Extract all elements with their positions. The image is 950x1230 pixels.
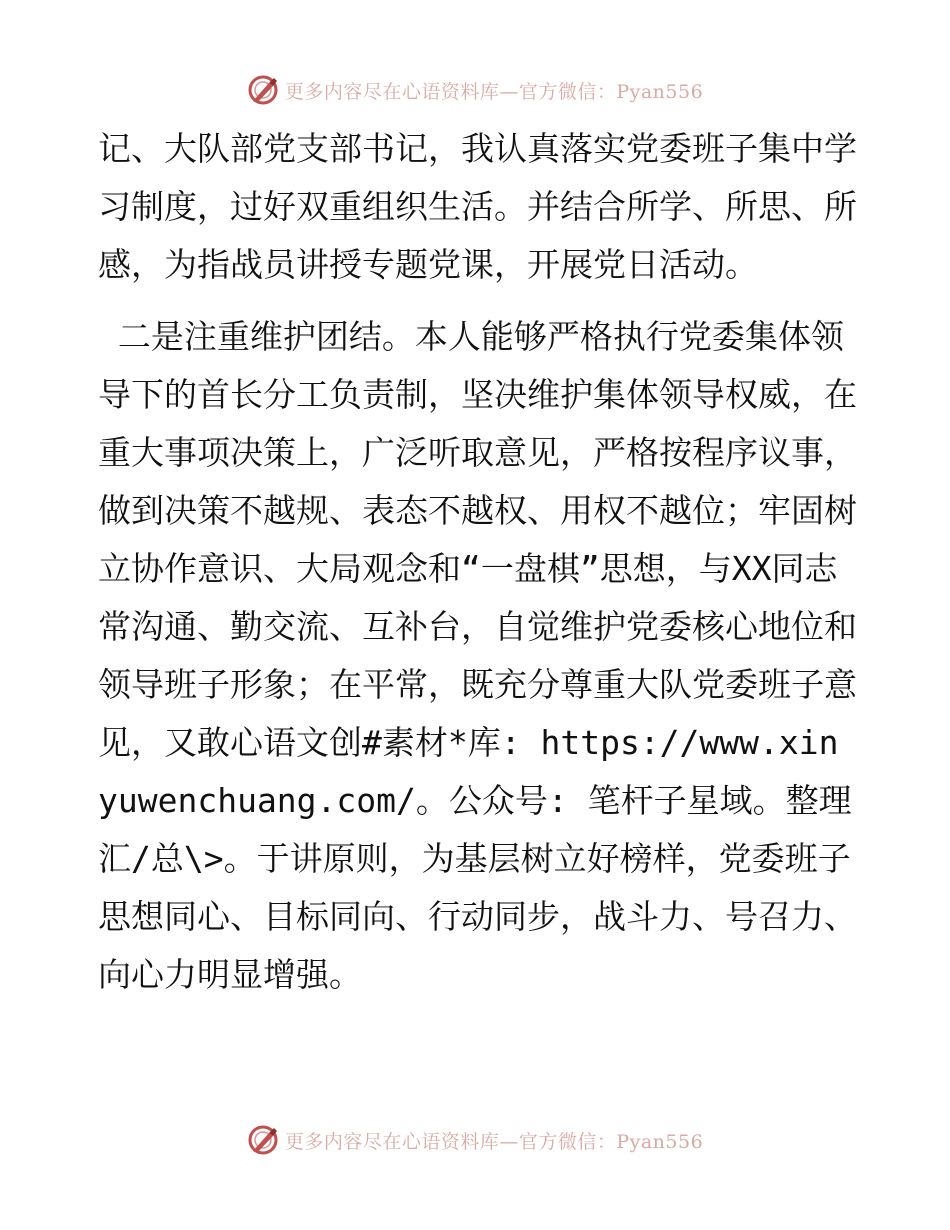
footer-banner <box>0 1120 950 1160</box>
paragraph-1: 记、大队部党支部书记，我认真落实党委班子集中学习制度，过好双重组织生活。并结合所学、所思、所感，为指战员讲授专题党课，开展党日活动。 <box>98 129 857 284</box>
paragraph-2: 二是注重维护团结。本人能够严格执行党委集体领导下的首长分工负责制，坚决维护集体领导权威，在重大事项决策上，广泛听取意见，严格按程序议事，做到决策不越规、表态不越权、用权不越位；牢固树立协作意识、大局观念和“一盘棋”思想，与XX同志常沟通、勤交流、互补台，自觉维护党委核心地位和领导班子形象；在平常，既充分尊重大队党委班子意见，又敢心语文创#素材*库: https://www.xinyuwenchuang.com/。公众号: 笔杆子星域。整理汇/总\>。于讲原则，为基层树立好榜样，党委班子思想同心、目标同向、行动同步，战斗力、号召力、向心力明显增强。 <box>98 317 857 994</box>
pen-logo-icon <box>247 1124 279 1156</box>
pen-logo-icon <box>247 74 279 106</box>
header-banner <box>0 70 950 110</box>
footer-banner-text: 更多内容尽在心语资料库—官方微信：Pyan556 <box>284 1130 704 1153</box>
header-banner-text: 更多内容尽在心语资料库—官方微信：Pyan556 <box>284 80 704 103</box>
document-body <box>98 120 858 1004</box>
